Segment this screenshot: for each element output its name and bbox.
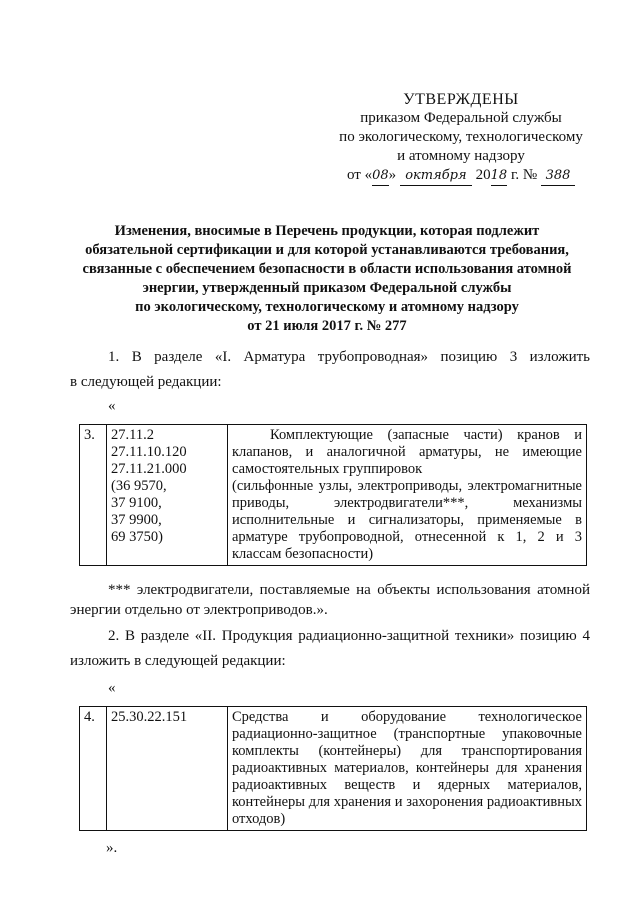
heading-line: обязательной сертификации и для которой устанавливаются требования, (85, 242, 569, 258)
footnote-text-end: энергии отдельно от электроприводов.». (70, 602, 328, 618)
approval-line-2: по экологическому, технологическому (339, 129, 583, 145)
approval-block (330, 90, 592, 188)
section-1-text-end: в следующей редакции: (70, 374, 222, 390)
date-year-suffix: 18 (491, 166, 508, 186)
table-row (80, 425, 587, 566)
approval-line-3: и атомному надзору (397, 148, 525, 164)
section-1-text-start: 1. В разделе «I. Арматура трубопроводная» позицию 3 изложить (108, 349, 590, 365)
heading-line: Изменения, вносимые в Перечень продукции, которая подлежит (114, 223, 540, 239)
heading-line: по экологическому, технологическому и атомному надзору (135, 299, 519, 315)
date-day: 08 (372, 166, 389, 186)
item-3-number: 3. (80, 425, 107, 566)
item-4-description: Средства и оборудование технологическое радиационно-защитное (транспортные упаковочные комплекты (контейнеры) для транспортирования радиоактивных материалов, контейнеры для хранения радиоактивных веществ и ядерных материалов, контейнеры для хранения и захоронения радиоактивных отходов) (228, 707, 587, 831)
approval-line-1: приказом Федеральной службы (360, 110, 562, 126)
item-3-description-rest: (сильфонные узлы, электроприводы, электромагнитные приводы, электродвигатели***, механизмы исполнительные и сигнализаторы, применяемые в арматуре трубопроводной, отнесенной к 1, 2 и 3 классам безопасности) (232, 478, 582, 562)
heading-line: от 21 июля 2017 г. № 277 (247, 318, 407, 334)
item-4-codes: 25.30.22.151 (107, 707, 228, 831)
document-heading (62, 222, 592, 336)
section-2-text-start: 2. В разделе «II. Продукция радиационно-защитной техники» позицию 4 (108, 628, 590, 644)
item-3-codes: 27.11.2 27.11.10.120 27.11.21.000 (36 9570, 37 9100, 37 9900, 69 3750) (107, 425, 228, 566)
date-mid: » (388, 167, 397, 183)
section-2-open-quote: « (108, 680, 116, 696)
date-prefix: от « (347, 167, 373, 183)
heading-line: энергии, утвержденный приказом Федеральной службы (142, 280, 512, 296)
approval-date-line (330, 166, 592, 188)
heading-line: связанные с обеспечением безопасности в области использования атомной (82, 261, 572, 277)
item-3-description-main: Комплектующие (запасные части) кранов и клапанов, и аналогичной арматуры, не имеющие самостоятельных группировок (232, 427, 582, 477)
closing-quote: ». (106, 840, 118, 856)
item-3-description (228, 425, 587, 566)
date-year-prefix: 20 (475, 167, 491, 183)
date-month: октября (400, 166, 472, 186)
item-4-number: 4. (80, 707, 107, 831)
section-1-paragraph (70, 345, 590, 395)
section-1-open-quote: « (108, 398, 116, 414)
section-2-text-end: изложить в следующей редакции: (70, 653, 286, 669)
footnote-text-start: *** электродвигатели, поставляемые на объекты использования атомной (108, 582, 590, 598)
approval-title: УТВЕРЖДЕНЫ (403, 91, 519, 108)
section-2-paragraph (70, 624, 590, 674)
order-number: 388 (541, 166, 575, 186)
item-3-table (79, 424, 587, 566)
date-year-label: г. № (510, 167, 538, 183)
item-4-table (79, 706, 587, 831)
table-row (80, 707, 587, 831)
footnote (70, 580, 590, 620)
